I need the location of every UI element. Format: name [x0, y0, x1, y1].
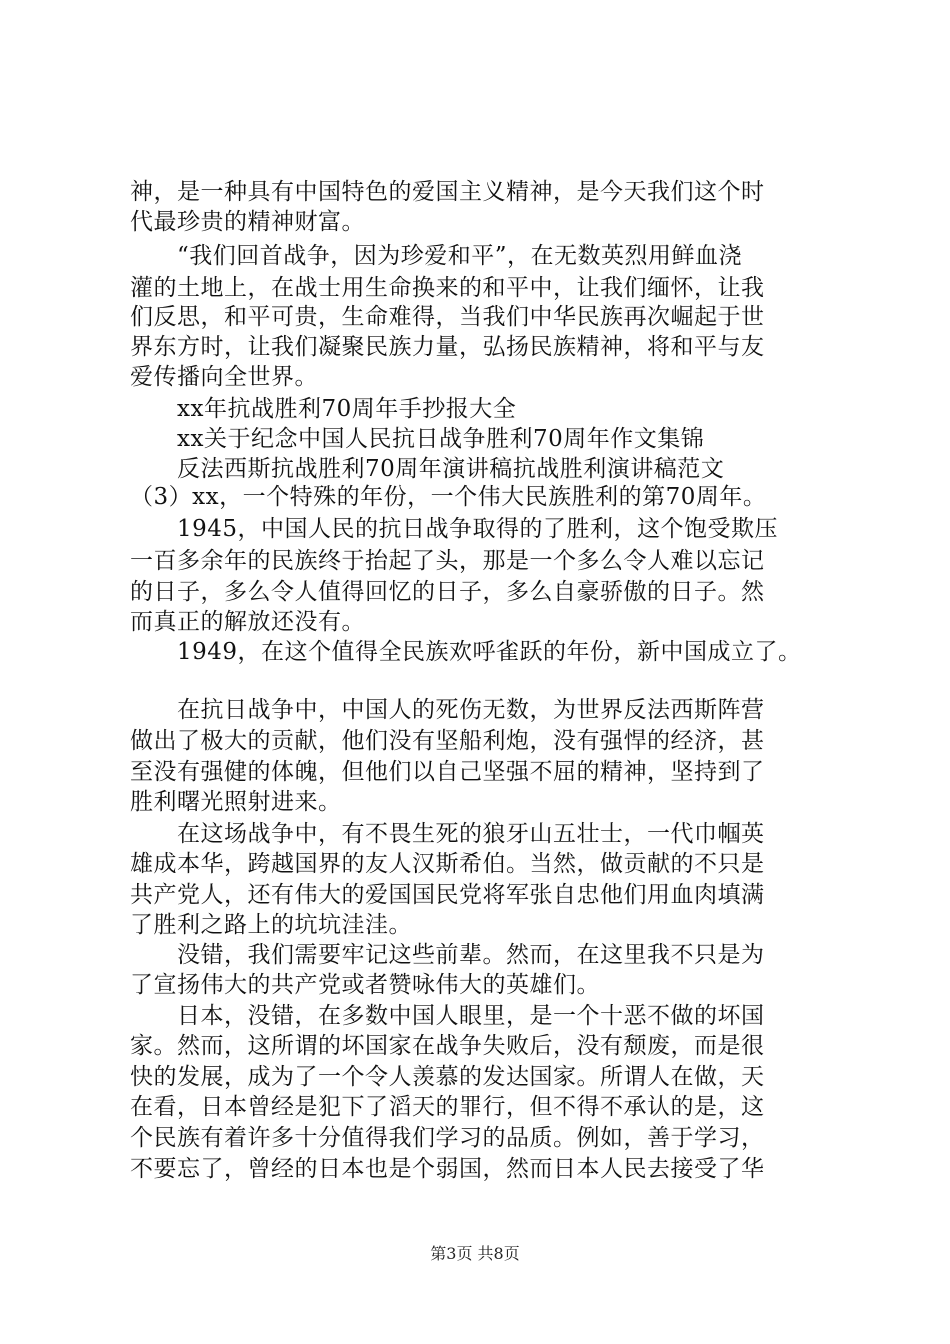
text-line: 在这场战争中，有不畏生死的狼牙山五壮士，一代巾帼英 [130, 821, 765, 847]
text-line: 爱传播向全世界。 [130, 364, 318, 390]
text-line: xx年抗战胜利70周年手抄报大全 [130, 396, 517, 422]
text-line: 神，是一种具有中国特色的爱国主义精神，是今天我们这个时 [130, 179, 765, 205]
text-line: 快的发展，成为了一个令人羡慕的发达国家。所谓人在做，天 [130, 1064, 765, 1090]
text-line: 界东方时，让我们凝聚民族力量，弘扬民族精神，将和平与友 [130, 334, 765, 360]
text-line: 了胜利之路上的坑坑洼洼。 [130, 912, 412, 938]
text-line: （3）xx，一个特殊的年份，一个伟大民族胜利的第70周年。 [130, 484, 767, 510]
text-line: 日本，没错，在多数中国人眼里，是一个十恶不做的坏国 [130, 1003, 765, 1029]
text-line: 反法西斯抗战胜利70周年演讲稿抗战胜利演讲稿范文 [130, 456, 725, 482]
text-line: 而真正的解放还没有。 [130, 609, 365, 635]
text-line: 代最珍贵的精神财富。 [130, 209, 365, 235]
text-line: xx关于纪念中国人民抗日战争胜利70周年作文集锦 [130, 426, 705, 452]
text-line: 们反思，和平可贵，生命难得，当我们中华民族再次崛起于世 [130, 304, 765, 330]
text-line: 1945，中国人民的抗日战争取得的了胜利，这个饱受欺压 [130, 516, 779, 542]
text-line: 至没有强健的体魄，但他们以自己坚强不屈的精神，坚持到了 [130, 759, 765, 785]
text-line: 家。然而，这所谓的坏国家在战争失败后，没有颓废，而是很 [130, 1033, 765, 1059]
text-line: 做出了极大的贡献，他们没有坚船利炮，没有强悍的经济，甚 [130, 728, 765, 754]
text-line: 在看，日本曾经是犯下了滔天的罪行，但不得不承认的是，这 [130, 1094, 765, 1120]
text-line: 了宣扬伟大的共产党或者赞咏伟大的英雄们。 [130, 972, 600, 998]
text-line: 不要忘了，曾经的日本也是个弱国，然而日本人民去接受了华 [130, 1156, 765, 1182]
text-line: 灌的土地上，在战士用生命换来的和平中，让我们缅怀，让我 [130, 275, 765, 301]
text-line: 没错，我们需要牢记这些前辈。然而，在这里我不只是为 [130, 942, 765, 968]
page-footer: 第3页 共8页 [430, 1244, 520, 1263]
text-line: 雄成本华，跨越国界的友人汉斯希伯。当然，做贡献的不只是 [130, 851, 765, 877]
text-line: 1949，在这个值得全民族欢呼雀跃的年份，新中国成立了。 [130, 639, 802, 665]
text-line: 一百多余年的民族终于抬起了头，那是一个多么令人难以忘记 [130, 548, 765, 574]
text-line: 在抗日战争中，中国人的死伤无数，为世界反法西斯阵营 [130, 697, 765, 723]
text-line: “我们回首战争，因为珍爱和平”，在无数英烈用鲜血浇 [130, 243, 743, 269]
text-line: 的日子，多么令人值得回忆的日子，多么自豪骄傲的日子。然 [130, 579, 765, 605]
text-line: 共产党人，还有伟大的爱国国民党将军张自忠他们用血肉填满 [130, 882, 765, 908]
text-line: 个民族有着许多十分值得我们学习的品质。例如，善于学习， [130, 1125, 765, 1151]
text-line: 胜利曙光照射进来。 [130, 789, 342, 815]
